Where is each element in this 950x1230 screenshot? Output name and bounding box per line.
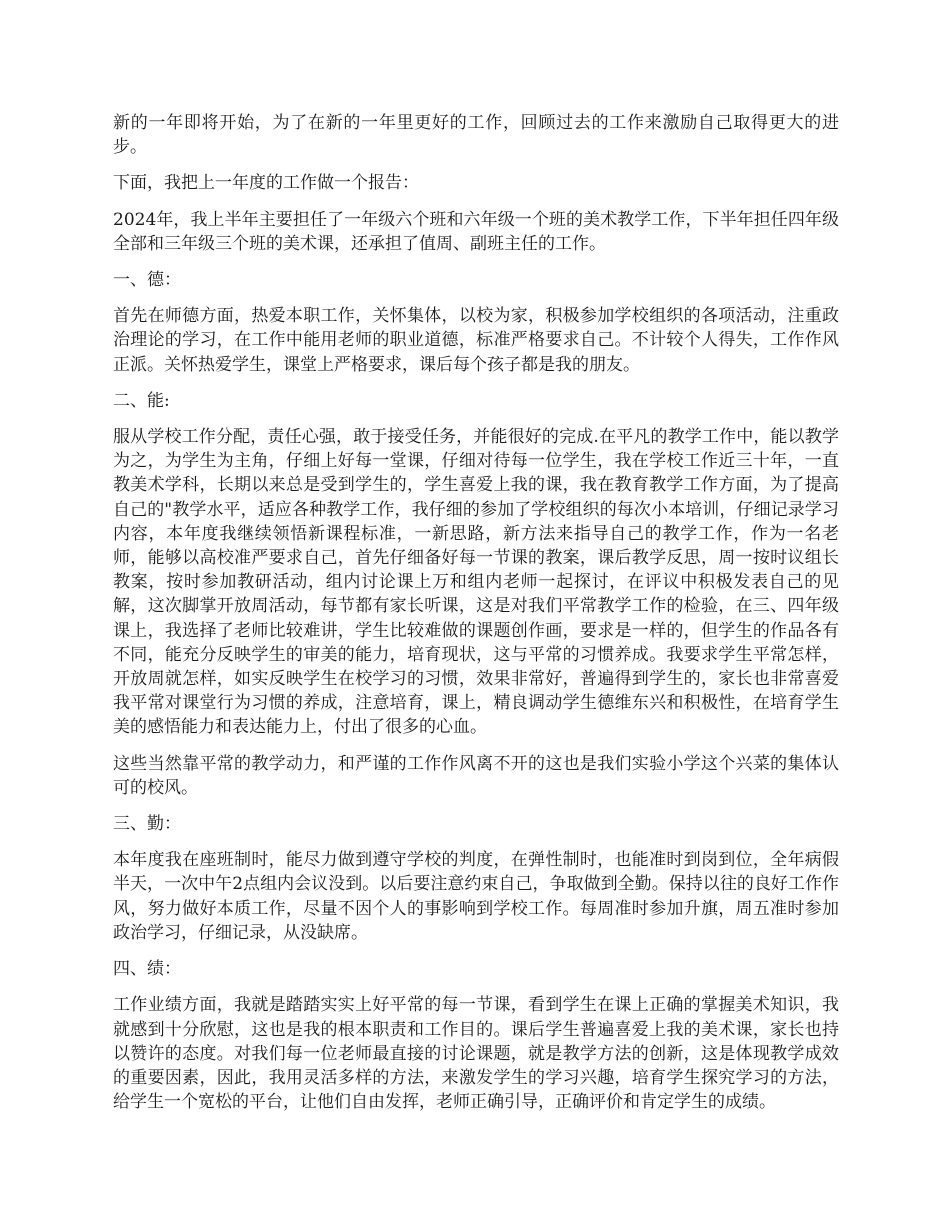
section-heading-virtue: 一、德： [113,270,181,291]
intro-paragraph-2: 下面，我把上一年度的工作做一个报告： [113,173,419,194]
section-body-ability-extra: 这些当然靠平常的教学动力，和严谨的工作作风离不开的这也是我们实验小学这个兴菜的集体认可的校风。 [113,753,839,798]
intro-paragraph-1: 新的一年即将开始，为了在新的一年里更好的工作，回顾过去的工作来激励自己取得更大的进步。 [113,113,839,158]
document-body [113,111,839,1126]
section-heading-diligence: 三、勤： [113,814,181,835]
section-body-achievement: 工作业绩方面，我就是踏踏实实上好平常的每一节课，看到学生在课上正确的掌握美术知识，我就感到十分欣慰，这也是我的根本职责和工作目的。课后学生普遍喜爱上我的美术课，家长也持以赞许的态度。对我们每一位老师最直接的讨论课题，就是教学方法的创新，这是体现教学成效的重要因素，因此，我用灵活多样的方法，来激发学生的学习兴趣，培育学生探究学习的方法，给学生一个宽松的平台，让他们自由发挥，老师正确引导，正确评价和肯定学生的成绩。 [113,995,839,1113]
intro-paragraph-3: 2024年，我上半年主要担任了一年级六个班和六年级一个班的美术教学工作，下半年担任四年级全部和三年级三个班的美术课，还承担了值周、副班主任的工作。 [113,209,839,254]
section-body-virtue: 首先在师德方面，热爱本职工作，关怀集体，以校为家，积极参加学校组织的各项活动，注重政治理论的学习，在工作中能用老师的职业道德，标准严格要求自己。不计较个人得失，工作作风正派。关怀热爱学生，课堂上严格要求，课后每个孩子都是我的朋友。 [113,306,839,375]
section-heading-ability: 二、能: [113,390,170,411]
section-heading-achievement: 四、绩： [113,959,181,980]
section-body-ability: 服从学校工作分配，责任心强，敢于接受任务，并能很好的完成.在平凡的教学工作中，能以教学为之，为学生为主角，仔细上好每一堂课，仔细对待每一位学生，我在学校工作近三十年，一直教美术学科，长期以来总是受到学生的，学生喜爱上我的课，我在教育教学工作方面，为了提高自己的"教学水平，适应各种教学工作，我仔细的参加了学校组织的每次小本培训，仔细记录学习内容，本年度我继续领悟新课程标准，一新思路，新方法来指导自己的教学工作，作为一名老师，能够以高校准严要求自己，首先仔细备好每一节课的教案，课后教学反思，周一按时议组长教案，按时参加教研活动，组内讨论课上万和组内老师一起探讨，在评议中积极发表自己的见解，这次脚掌开放周活动，每节都有家长听课，这是对我们平常教学工作的检验，在三、四年级课上，我选择了老师比较难讲，学生比较难做的课题创作画，要求是一样的，但学生的作品各有不同，能充分反映学生的审美的能力，培育现状，这与平常的习惯养成。我要求学生平常怎样，开放周就怎样，如实反映学生在校学习的习惯，效果非常好，普遍得到学生的，家长也非常喜爱我平常对课堂行为习惯的养成，注意培育，课上，精良调动学生德维东兴和积极性，在培育学生美的感悟能力和表达能力上，付出了很多的心血。 [113,427,839,738]
section-body-diligence: 本年度我在座班制时，能尽力做到遵守学校的判度，在弹性制时，也能准时到岗到位，全年病假半天，一次中午2点组内会议没到。以后要注意约束自己，争取做到全勤。保持以往的良好工作作风，努力做好本质工作，尽量不因个人的事影响到学校工作。每周准时参加升旗，周五准时参加政治学习，仔细记录，从没缺席。 [113,850,839,943]
